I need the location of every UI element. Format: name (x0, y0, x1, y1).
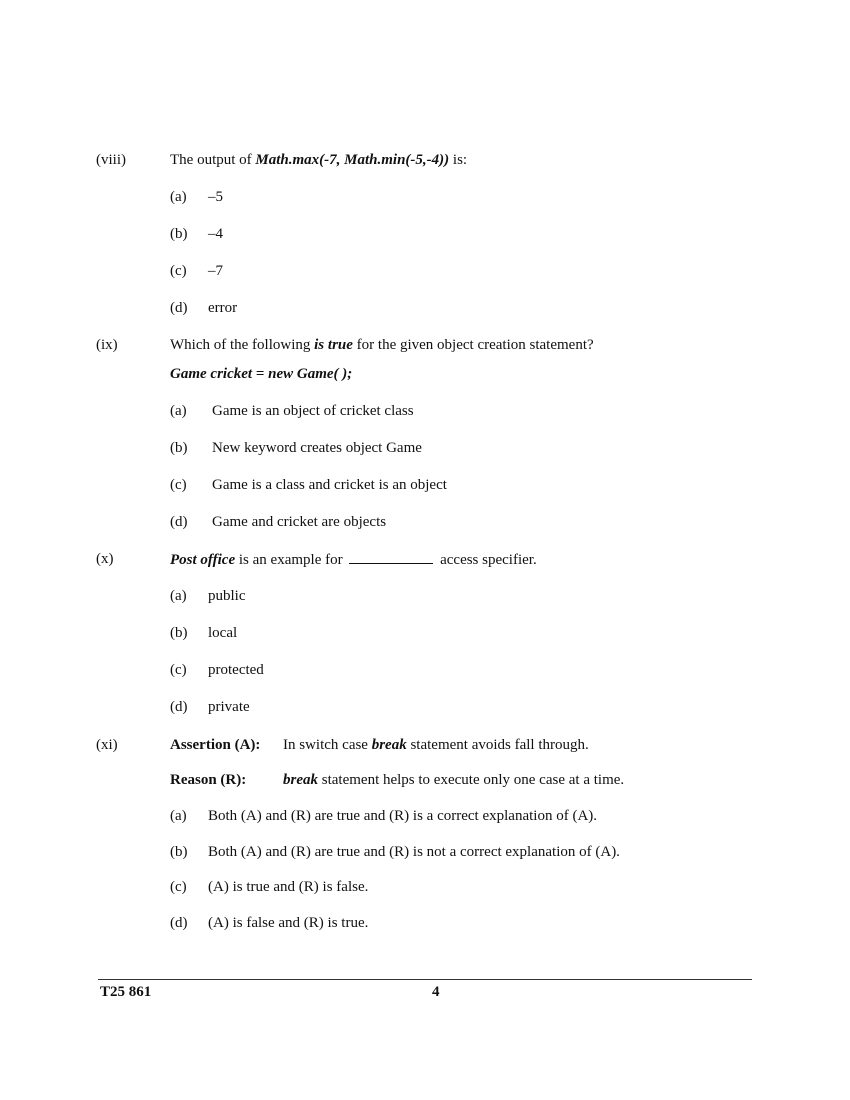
stem-text: is: (449, 152, 468, 168)
stem-text: statement helps to execute only one case at a time. (318, 772, 625, 788)
option-label: (a) (170, 808, 187, 824)
option-label: (a) (170, 189, 187, 205)
question-stem (170, 551, 537, 569)
option-label: (c) (170, 263, 187, 279)
stem-text: is an example for (235, 552, 347, 568)
stem-emphasis: break (371, 737, 407, 753)
option-label: (b) (170, 625, 188, 641)
stem-text: The output of (170, 152, 256, 168)
option-text: Both (A) and (R) are true and (R) is not a correct explanation of (A). (208, 844, 620, 860)
question-number: (xi) (96, 737, 118, 753)
stem-code: Math.max(-7, Math.min(-5,-4)) (255, 152, 450, 168)
stem-emphasis: Post office (170, 552, 236, 568)
paper-code: T25 861 (100, 984, 152, 1000)
page-number: 4 (432, 984, 440, 1000)
question-number: (x) (96, 551, 114, 567)
question-stem (170, 152, 467, 169)
question-stem (170, 337, 594, 354)
option-label: (a) (170, 588, 187, 604)
fill-blank (349, 551, 433, 564)
option-label: (d) (170, 514, 188, 530)
assertion-label: Assertion (A): (170, 737, 261, 753)
option-text: Both (A) and (R) are true and (R) is a correct explanation of (A). (208, 808, 598, 824)
option-text: Game is a class and cricket is an object (212, 477, 447, 493)
option-label: (b) (170, 844, 188, 860)
option-text: public (208, 588, 246, 604)
stem-text: for the given object creation statement? (352, 337, 594, 353)
reason-label: Reason (R): (170, 772, 247, 788)
assertion-text (283, 737, 589, 754)
stem-text: Which of the following (170, 337, 315, 353)
option-text: –7 (208, 263, 223, 279)
option-text: private (208, 699, 250, 715)
reason-text (283, 772, 624, 789)
option-label: (c) (170, 662, 187, 678)
option-label: (b) (170, 226, 188, 242)
option-text: Game and cricket are objects (212, 514, 387, 530)
option-label: (c) (170, 879, 187, 895)
stem-text: In switch case (283, 737, 372, 753)
option-text: (A) is true and (R) is false. (208, 879, 369, 895)
option-text: New keyword creates object Game (212, 440, 422, 456)
option-label: (d) (170, 699, 188, 715)
question-number: (viii) (96, 152, 126, 168)
option-text: protected (208, 662, 264, 678)
code-statement: Game cricket = new Game( ); (170, 366, 353, 382)
option-text: (A) is false and (R) is true. (208, 915, 369, 931)
stem-emphasis: is true (314, 337, 353, 353)
option-label: (a) (170, 403, 187, 419)
option-text: error (208, 300, 238, 316)
option-label: (b) (170, 440, 188, 456)
option-text: Game is an object of cricket class (212, 403, 414, 419)
option-label: (d) (170, 300, 188, 316)
option-text: –5 (208, 189, 223, 205)
option-label: (c) (170, 477, 187, 493)
option-text: –4 (208, 226, 223, 242)
option-text: local (208, 625, 238, 641)
stem-text: access specifier. (436, 552, 537, 568)
stem-emphasis: break (283, 772, 318, 788)
option-label: (d) (170, 915, 188, 931)
footer-divider (98, 979, 752, 980)
stem-text: statement avoids fall through. (406, 737, 589, 753)
question-number: (ix) (96, 337, 118, 353)
